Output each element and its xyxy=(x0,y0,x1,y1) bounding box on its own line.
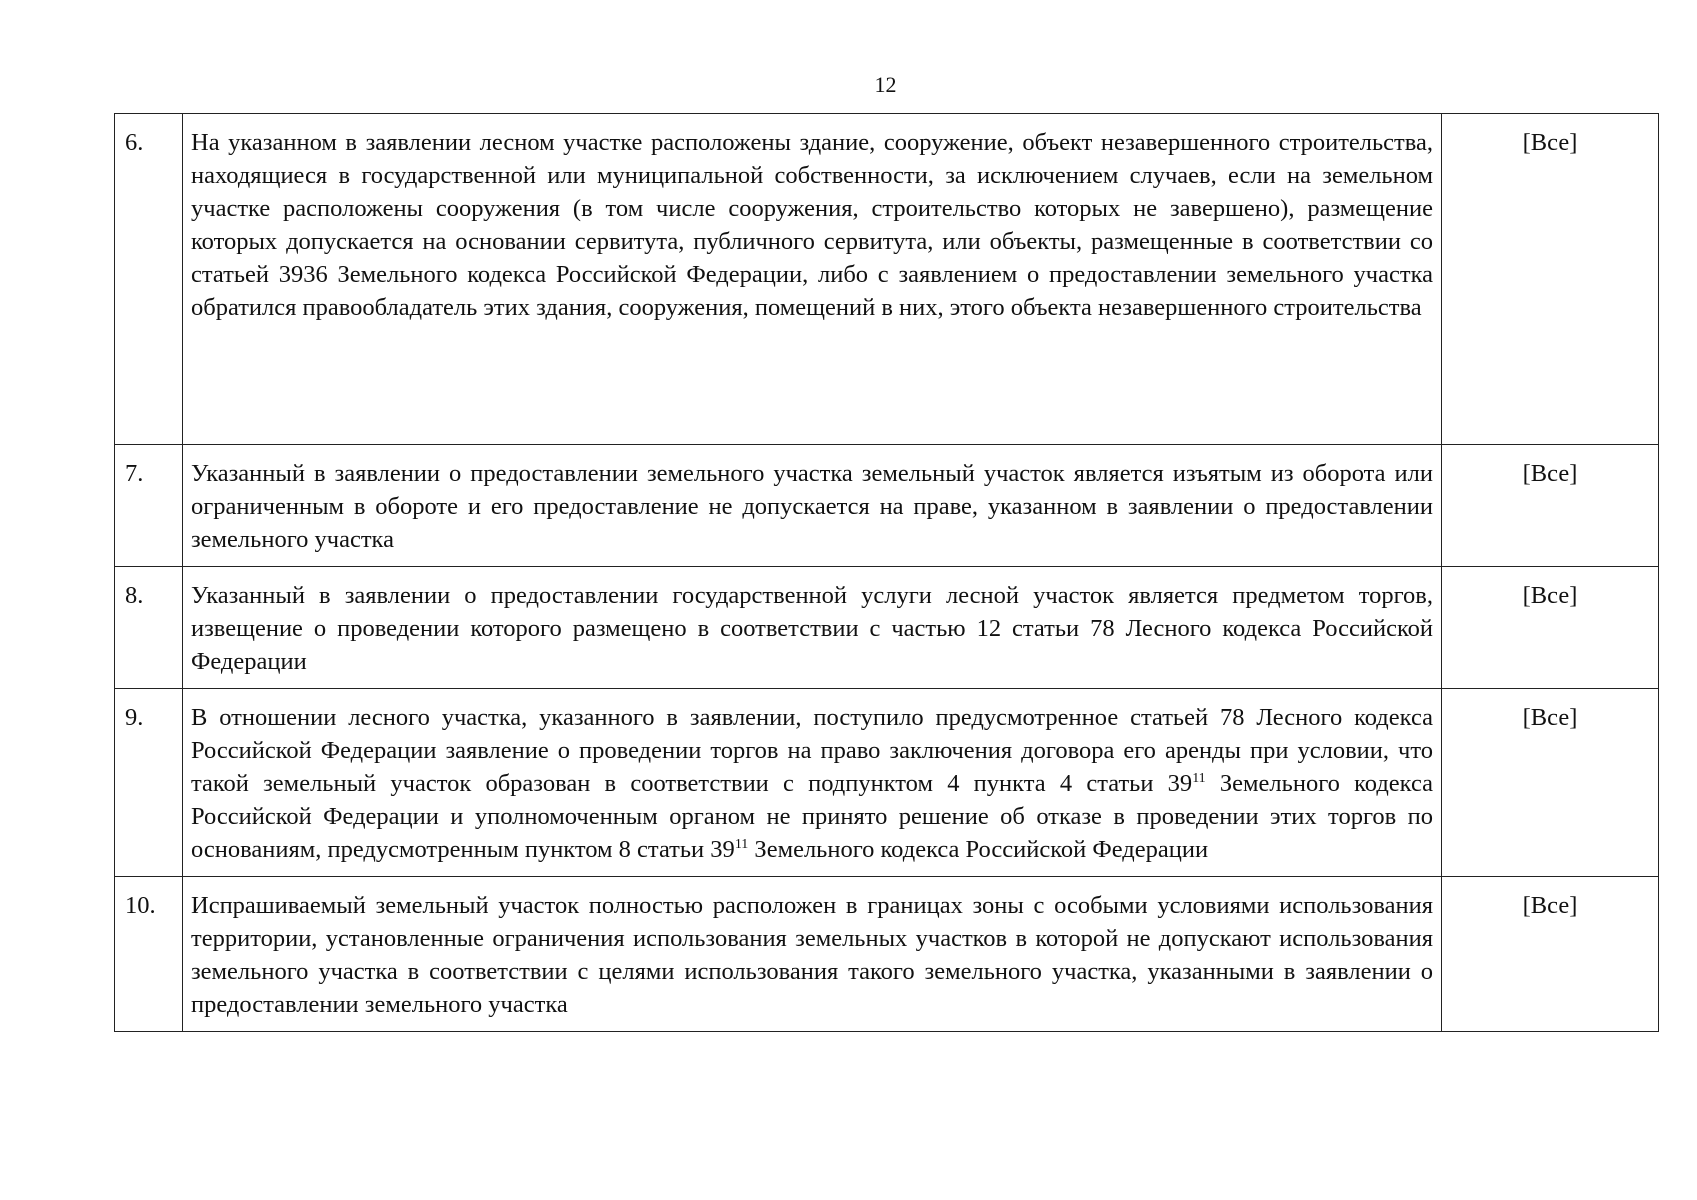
row-number: 7. xyxy=(115,445,183,567)
row-scope: [Все] xyxy=(1442,567,1659,689)
row-number: 10. xyxy=(115,877,183,1032)
row-number: 8. xyxy=(115,567,183,689)
table-row xyxy=(115,689,1659,877)
row-scope: [Все] xyxy=(1442,877,1659,1032)
page-number: 12 xyxy=(874,72,897,97)
row-scope: [Все] xyxy=(1442,689,1659,877)
table-row xyxy=(115,114,1659,445)
table-row xyxy=(115,877,1659,1032)
row-text: Указанный в заявлении о предоставлении государственной услуги лесной участок является предметом торгов, извещение о проведении которого размещено в соответствии с частью 12 статьи 78 Лесного кодекса Российской Федерации xyxy=(183,567,1442,689)
row-text: Испрашиваемый земельный участок полностью расположен в границах зоны с особыми условиями использования территории, установленные ограничения использования земельных участков в которой не допускают использования земельного участка в соответствии с целями использования такого земельного участка, указанными в заявлении о предоставлении земельного участка xyxy=(183,877,1442,1032)
row-text-part: Земельного кодекса Российской Федерации xyxy=(748,836,1209,863)
table-row xyxy=(115,567,1659,689)
row-number: 6. xyxy=(115,114,183,445)
superscript: 11 xyxy=(1192,770,1206,786)
superscript: 11 xyxy=(734,836,749,852)
row-text: На указанном в заявлении лесном участке расположены здание, сооружение, объект незавершенного строительства, находящиеся в государственной или муниципальной собственности, за исключением случаев, если на земельном участке расположены сооружения (в том числе сооружения, строительство которых не завершено), размещение которых допускается на основании сервитута, публичного сервитута, или объекты, размещенные в соответствии со статьей 3936 Земельного кодекса Российской Федерации, либо с заявлением о предоставлении земельного участка обратился правообладатель этих здания, сооружения, помещений в них, этого объекта незавершенного строительства xyxy=(183,114,1442,445)
row-text xyxy=(183,689,1442,877)
row-scope: [Все] xyxy=(1442,114,1659,445)
row-scope: [Все] xyxy=(1442,445,1659,567)
table-row xyxy=(115,445,1659,567)
row-text-part: Земельного кодекса Российской Федерации и уполномоченным органом не принято решение об отказе в проведении этих торгов по основаниям, предусмотренным пунктом 8 статьи 39 xyxy=(191,770,1433,863)
row-text: Указанный в заявлении о предоставлении земельного участка земельный участок является изъятым из оборота или ограниченным в обороте и его предоставление не допускается на праве, указанном в заявлении о предоставлении земельного участка xyxy=(183,445,1442,567)
row-number: 9. xyxy=(115,689,183,877)
refusal-grounds-table xyxy=(114,113,1659,1032)
row-text-part: В отношении лесного участка, указанного в заявлении, поступило предусмотренное статьей 78 Лесного кодекса Российской Федерации заявление о проведении торгов на право заключения договора его аренды при условии, что такой земельный участок образован в соответствии с подпунктом 4 пункта 4 статьи 39 xyxy=(191,704,1433,797)
